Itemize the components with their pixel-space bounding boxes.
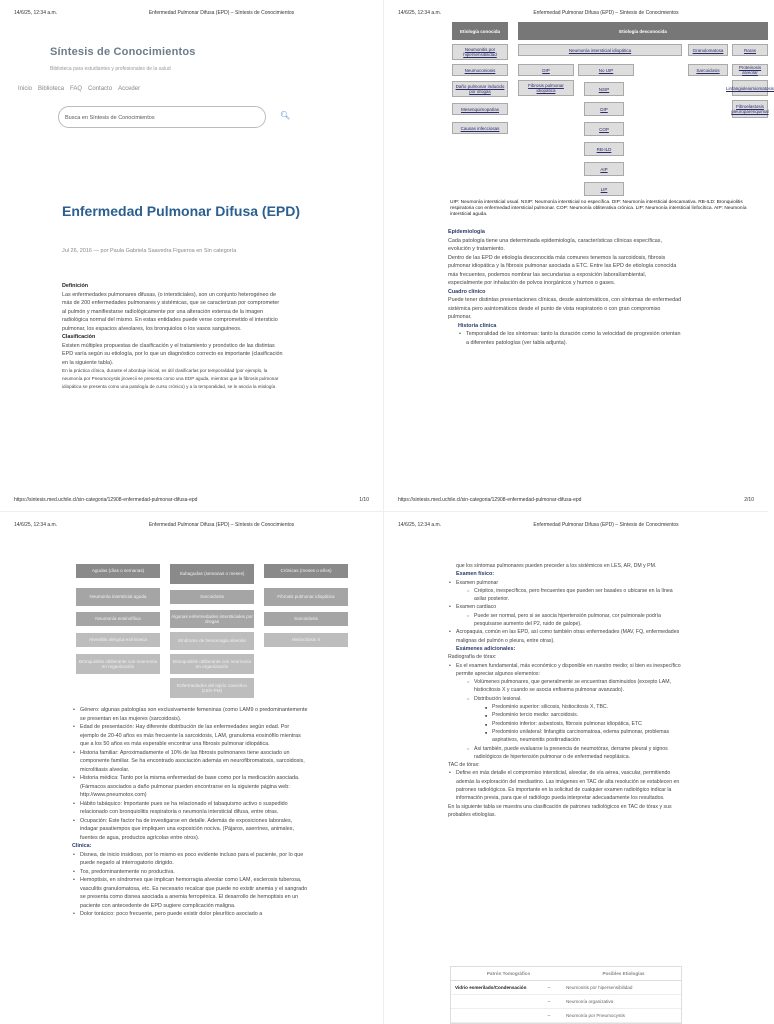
table-cell: Neumonía organizativa — [565, 999, 614, 1004]
header-title: Enfermedad Pulmonar Difusa (EPD) – Síntesis de Conocimientos — [148, 10, 295, 16]
paragraph-epi-2: Dentro de las EPD de etiología desconocida más comunes tenemos la sarcoidosis, fibrosis pulmonar idiopática y la fibrosis pulmonar asociada a ETC. Entre las EPD de etiología conocida más frecuentes, podemos nombrar las secundarias a exposición laboral/ambiental, especialmente por inhalación de polvos inorgánicos y humos o gases. — [448, 254, 677, 286]
sub-list — [456, 678, 686, 761]
list-item: ○ Crépitos, inespecíficos, pero frecuentes que pueden ser basales o ubicarse en la línea axilar posterior. — [466, 587, 686, 604]
col-header: Subagudas (semanas o meses) — [170, 564, 254, 584]
header-date: 14/6/25, 12:34 a.m. — [398, 522, 442, 528]
heading-tac: TAC de tórax: — [448, 762, 480, 769]
header-title: Enfermedad Pulmonar Difusa (EPD) – Síntesis de Conocimientos — [533, 522, 679, 528]
nav-link-inicio[interactable]: Inicio — [18, 86, 33, 92]
col-header: Patrón Tomográfico — [486, 971, 531, 976]
paragraph-clasificacion: Existen múltiples propuestas de clasificación y el tratamiento y pronóstico de las distintas EPD varía según su etiología, por lo que un diagnóstico correcto es importante (clasificación en la siguiente tabla). — [62, 342, 283, 366]
list-item: • Disnea, de inicio insidioso, por lo mismo es poco evidente incluso para el paciente, por lo que puede negarlo al interrogatorio dirigido. — [72, 851, 308, 868]
sub-list — [456, 587, 686, 604]
list-item: • Edad de presentación: Hay diferente distribución de las enfermedades según edad. Por ejemplo de 20-40 años es más frecuente la sarcoidosis, LAM, granuloma eosinófilo mientras que a los 50 años es más esperable encontrar una fibrosis pulmonar idiopática. — [72, 723, 308, 749]
subacute-item: Síndrome de hemorragia alveolar — [170, 632, 254, 650]
table-row — [451, 981, 681, 995]
heading-cuadro-clinico: Cuadro clínico — [448, 288, 486, 295]
list-item: • Hemoptisis, en síndromes que implican hemorragia alveolar como LAM, esclerosis tuberosa, vasculitis granulomatosa, etc. Es necesario recalcar que puede no existir anemia y el sangrado se presenta como disnea asociada a anemia ferropénica. El desarrollo de hemoptisis en un paciente con antecedente de EPD sugiere complicación maligna. — [72, 876, 308, 910]
list-item — [466, 695, 686, 745]
page-footer — [398, 497, 754, 503]
pdf-page-1 — [0, 0, 384, 512]
table-cell — [451, 1013, 548, 1018]
rare-item[interactable]: Linfangioleiomiomatosis — [732, 80, 768, 96]
col-header: Posibles Etiologías — [602, 971, 645, 976]
page-header — [14, 10, 369, 16]
main-nav — [18, 86, 140, 92]
chronic-item: Histiocitosis X — [264, 633, 348, 647]
list-item: ○ Así también, puede evaluarse la presencia de neumotórax, derrame pleural y signos radiológicos de hipertensión pulmonar o de enfermedad neoplásica. — [466, 745, 686, 762]
dash: – — [547, 999, 551, 1004]
list-item: • Acropaquia, común en las EPD, así como también otras enfermedades (MAV, FQ, enfermedades malignas del pulmón o pleura, entre otras). — [448, 628, 686, 645]
paragraph-cont: que los síntomas pulmonares pueden preceder a los sistémicos en LES, AR, DM y PM. — [456, 563, 657, 569]
paragraph-definicion: Las enfermedades pulmonares difusas, (o intersticiales), son un conjunto heterogéneo de más de 200 enfermedades pulmonares y sistémicas, que se caracterizan por comprometer al pulmón y manifiestarse radiológicamente por una alteración extensa de la imagen radiológica normal del mismo. En estas entidades puede verse comprometido el intersticio pulmonar, los espacios alveolares, los bronquiolos o los vasos sanguíneos. — [62, 291, 280, 332]
footer-url: https://sintesis.med.uchile.cl/sin-categoria/12908-enfermedad-pulmonar-difusa-epd — [14, 497, 198, 503]
nav-link-faq[interactable]: FAQ — [70, 86, 83, 92]
rare-item[interactable]: Fibroelastosis pleuroparenquimal — [732, 100, 768, 118]
list-item: • Dolor torácico: poco frecuente, pero puede existir dolor pleurítico asociado a — [72, 910, 308, 919]
heading-radiografia: Radiografía de tórax: — [448, 654, 497, 661]
nav-link-acceder[interactable]: Acceder — [118, 86, 141, 92]
nii-box[interactable]: Neumonía intersticial idiopática — [518, 44, 682, 56]
post-title: Enfermedad Pulmonar Difusa (EPD) — [62, 203, 301, 219]
header-title: Enfermedad Pulmonar Difusa (EPD) – Síntesis de Conocimientos — [533, 10, 679, 16]
list-item — [448, 579, 686, 604]
nii-no-uip[interactable]: No UIP — [578, 64, 634, 76]
sub-sub-list — [474, 703, 686, 744]
heading-epidemiologia: Epidemiología — [448, 229, 485, 235]
acute-item: Neumonía intersticial aguda — [76, 588, 160, 606]
chronic-item: Sarcoidosis — [264, 612, 348, 626]
subacute-item: Algunas enfermedades intersticiales por drogas — [170, 610, 254, 628]
rx-list — [448, 662, 686, 762]
pdf-page-4 — [384, 512, 768, 1024]
table-row — [451, 995, 681, 1009]
page-header — [398, 522, 754, 528]
nii-sub-item[interactable]: Fibrosis pulmonar idiopática — [518, 80, 574, 96]
rx-distribucion: Distribución lesional. — [474, 695, 522, 702]
sub-list — [456, 612, 686, 629]
known-item[interactable]: Mesenquimopatías — [452, 103, 508, 115]
site-subtitle: Biblioteca para estudiantes y profesionales de la salud — [50, 66, 171, 72]
dash: – — [547, 985, 551, 990]
list-item: ■ Predominio unilateral: linfangitis carcinomatosa, edema pulmonar, problemas aspirativos, neumonitis postirradiación — [484, 728, 686, 745]
col-header: Agudas (días o semanas) — [76, 564, 160, 578]
footer-url: https://sintesis.med.uchile.cl/sin-categoria/12908-enfermedad-pulmonar-difusa-epd — [398, 497, 582, 503]
nav-link-biblioteca[interactable]: Biblioteca — [38, 86, 65, 92]
no-uip-item[interactable]: AIP — [584, 162, 624, 176]
list-item: • Define en más detalle el compromiso intersticial, alveolar, de vía aérea, vascular, permitiendo además la exploración del mediastino. Las imágenes en TAC de alta resolución se establecen en patrones radiológicos. Es importante en la solicitud de cualquier examen radiológico indicar la información previa, para que el radiólogo pueda interpretar adecuadamente los resultados. — [448, 769, 686, 802]
site-title[interactable]: Síntesis de Conocimientos — [50, 46, 196, 58]
subacute-item: Bronquiolitis obliterante con neumonía en organización — [170, 654, 254, 674]
post-body — [62, 282, 284, 390]
pdf-page-2 — [384, 0, 774, 512]
unknown-etiology-header: Etiología desconocida — [518, 22, 768, 40]
header-date: 14/6/25, 12:34 a.m. — [14, 10, 58, 16]
search-input[interactable]: Busca en Síntesis de Conocimientos — [58, 106, 266, 128]
granulomatous-box[interactable]: Granulomatosa — [688, 44, 728, 56]
patterns-table — [450, 966, 682, 1024]
acute-item: Bronquiolitis obliterante con neumonía en organización — [76, 654, 160, 674]
list-item: • Historia médica: Tanto por la misma enfermedad de base como por la medicación asociada. (Fármacos asociados a daño pulmonar pueden encontrarse en la siguiente página web: http://www.pneumotox.com) — [72, 774, 308, 800]
history-list — [72, 706, 308, 842]
list-item — [448, 603, 686, 628]
subacute-item: Sarcoidosis — [170, 590, 254, 604]
known-item[interactable]: Neumoconiosis — [452, 64, 508, 76]
nii-sub-item[interactable]: DIP — [518, 64, 574, 76]
chronic-item: Fibrosis pulmonar idiopática — [264, 588, 348, 606]
tac-list — [448, 769, 686, 802]
page-footer — [14, 497, 369, 503]
no-uip-item[interactable]: COP — [584, 122, 624, 136]
list-item: • Historia familiar: Aproximadamente el 10% de las fibrosis pulmonares tiene asociado un componente familiar. Se ha encontrado asociación además en neurofibromatosis, sarcoidosis, microlitiasis alveolar. — [72, 749, 308, 775]
known-item[interactable]: Causas infecciosas — [452, 122, 508, 134]
pdf-page-3 — [0, 512, 384, 1024]
known-etiology-header: Etiología conocida — [452, 22, 508, 40]
history-section — [72, 706, 308, 919]
no-uip-item[interactable]: DIP — [584, 102, 624, 116]
list-item: ■ Predominio superior: silicosis, histiocitosis X, TBC. — [484, 703, 686, 711]
no-uip-item[interactable]: RB-ILD — [584, 142, 624, 156]
known-item[interactable]: Daño pulmonar inducido por drogas — [452, 81, 508, 97]
granulomatous-item[interactable]: Sarcoidosis — [688, 64, 728, 76]
heading-examenes-adicionales: Exámenes adicionales: — [456, 645, 516, 652]
rare-item[interactable]: Proteinosis alveolar — [732, 64, 768, 76]
table-cell: Vidrio esmerilado/Condensación — [455, 985, 527, 990]
nav-link-contacto[interactable]: Contacto — [88, 86, 113, 92]
acute-item: Alveolitis alérgica extrínseca — [76, 633, 160, 647]
exam-list — [448, 579, 686, 645]
col-header: Crónicas (meses o años) — [264, 564, 348, 578]
table-cell: Neumonía por Pneumocystis — [565, 1013, 625, 1018]
table-row — [451, 1009, 681, 1023]
table-header — [451, 967, 681, 981]
post-meta: Jul 26, 2016 — por Paula Gabriela Saavedra Figueroa en Sin categoría — [62, 248, 237, 254]
list-item: ■ Predominio inferior: asbestosis, fibrosis pulmonar idiopática, ETC — [484, 720, 686, 728]
list-item: • Tos, predominantemente no productiva. — [72, 868, 308, 877]
acute-item: Neumonía eosinofílica — [76, 612, 160, 626]
clinica-list — [72, 851, 308, 919]
rare-box[interactable]: Raras — [732, 44, 768, 56]
rx-text: Es el examen fundamental, más económico y disponible en nuestro medio; si bien es inespecífico permite apreciar algunos elementos: — [456, 662, 681, 677]
list-item: • Género: algunas patologías son exclusivamente femeninas (como LAM9 o predominantemente se presentan en las mujeres (sarcoidosis). — [72, 706, 308, 723]
no-uip-item[interactable]: NSIP — [584, 82, 624, 96]
list-item — [448, 662, 686, 762]
list-item: • Hábito tabáquico: Importante pues se ha relacionado el tabaquismo activo o suspedido relacionado con bronquiolitis respiratoria o neumonía intersticial difusa, entre otras. — [72, 800, 308, 817]
page-header — [398, 10, 754, 16]
paragraph-tac-2: En la siguiente tabla se muestra una clasificación de patrones radiológicos en TAC de tórax y sus probables etiologías. — [448, 803, 672, 818]
table-cell — [451, 999, 548, 1004]
header-date: 14/6/25, 12:34 a.m. — [14, 522, 58, 528]
footer-page: 1/10 — [359, 497, 369, 503]
exam-cardiaco: Examen cardiaco — [456, 604, 497, 611]
exam-pulmonar: Examen pulmonar — [456, 579, 499, 586]
header-date: 14/6/25, 12:34 a.m. — [398, 10, 442, 16]
section-heading-clasificacion: Clasificación — [62, 334, 96, 340]
search-icon[interactable]: 🔍︎ — [280, 111, 291, 120]
page-header — [14, 522, 369, 528]
known-item[interactable]: Neumonitis por hipersensibilidad — [452, 44, 508, 60]
list-item: • Ocupación: Este factor ha de investigarse en detalle. Además de exposiciones laborales, indagar pasatiempos que impliquen una exposición nociva. (Pájaros, aserrines, animales, fuentes de agua, productos agrícolas entre otros). — [72, 817, 308, 843]
footer-page: 2/10 — [744, 497, 754, 503]
list-item: ○ Puede ser normal, pero si se asocia hipertensión pulmonar, cor pulmonale podría pesquisarse aumento del P2, ruido de galope). — [466, 612, 686, 629]
paragraph-clasificacion-2: En la práctica clínica, durante el abordaje inicial, es útil clasificarlas por temporalidad (por ejemplo, la neumonía por Pneumocystis jirovecii se presenta como una EDP aguda, mientras que la fibrosis pulmonar idiopática se presenta como una patología de curso crónico) y a la temporalidad, se le asocia la etiología — [62, 368, 279, 389]
epidemiology-section — [448, 228, 682, 347]
heading-historia-clinica: Historia clínica — [458, 322, 497, 329]
dash: – — [547, 1013, 551, 1018]
table-cell: Neumonitis por hipersensibilidad — [565, 985, 633, 990]
heading-clinica: Clínica: — [72, 843, 92, 849]
header-title: Enfermedad Pulmonar Difusa (EPD) – Síntesis de Conocimientos — [148, 522, 295, 528]
list-item: ○ Volúmenes pulmonares, que generalmente se encuentran disminuidos (excepto LAM, histiocitosis X y cuando se asocia enfisema pulmonar avanzado). — [466, 678, 686, 695]
section-heading-definicion: Definición — [62, 283, 89, 289]
paragraph-epi-1: Cada patología tiene una determinada epidemiología, características clínicas específicas, evolución y tratamiento. — [448, 237, 662, 252]
subacute-item: Enfermedades del tejido conectivo (LES-PM) — [170, 678, 254, 698]
list-item: ■ Predominio tercio medio: sarcoidosis. — [484, 711, 686, 719]
historia-list — [448, 330, 682, 347]
chart-caption: UIP: Neumonía intersticial usual. NSIP: Neumonía intersticial no específica. DIP: Neumonía intersticial descamativa. RB-ILD: Bronquiolitis respiratoria con enfermedad intersticial pulmonar. COP: Neumonía obliterativa crónica. LIP: Neumonía intersticial linfocítica. AIP: Neumonía intersticial aguda. — [450, 200, 747, 217]
paragraph-cuadro: Puede tener distintas presentaciones clínicas, desde asintomáticos, con síntomas de enfermedad sistémica pero asintomáticos desde el punto de vista respiratorio o con gran compromiso pulmonar. — [448, 297, 682, 320]
exam-section — [448, 562, 686, 819]
list-item: • Temporalidad de los síntomas: tanto la duración como la velocidad de progresión orientan a diferentes patologías (ver tabla adjunta). — [458, 330, 682, 347]
no-uip-item[interactable]: LIP — [584, 182, 624, 196]
heading-examen-fisico: Examen físico: — [456, 571, 495, 578]
